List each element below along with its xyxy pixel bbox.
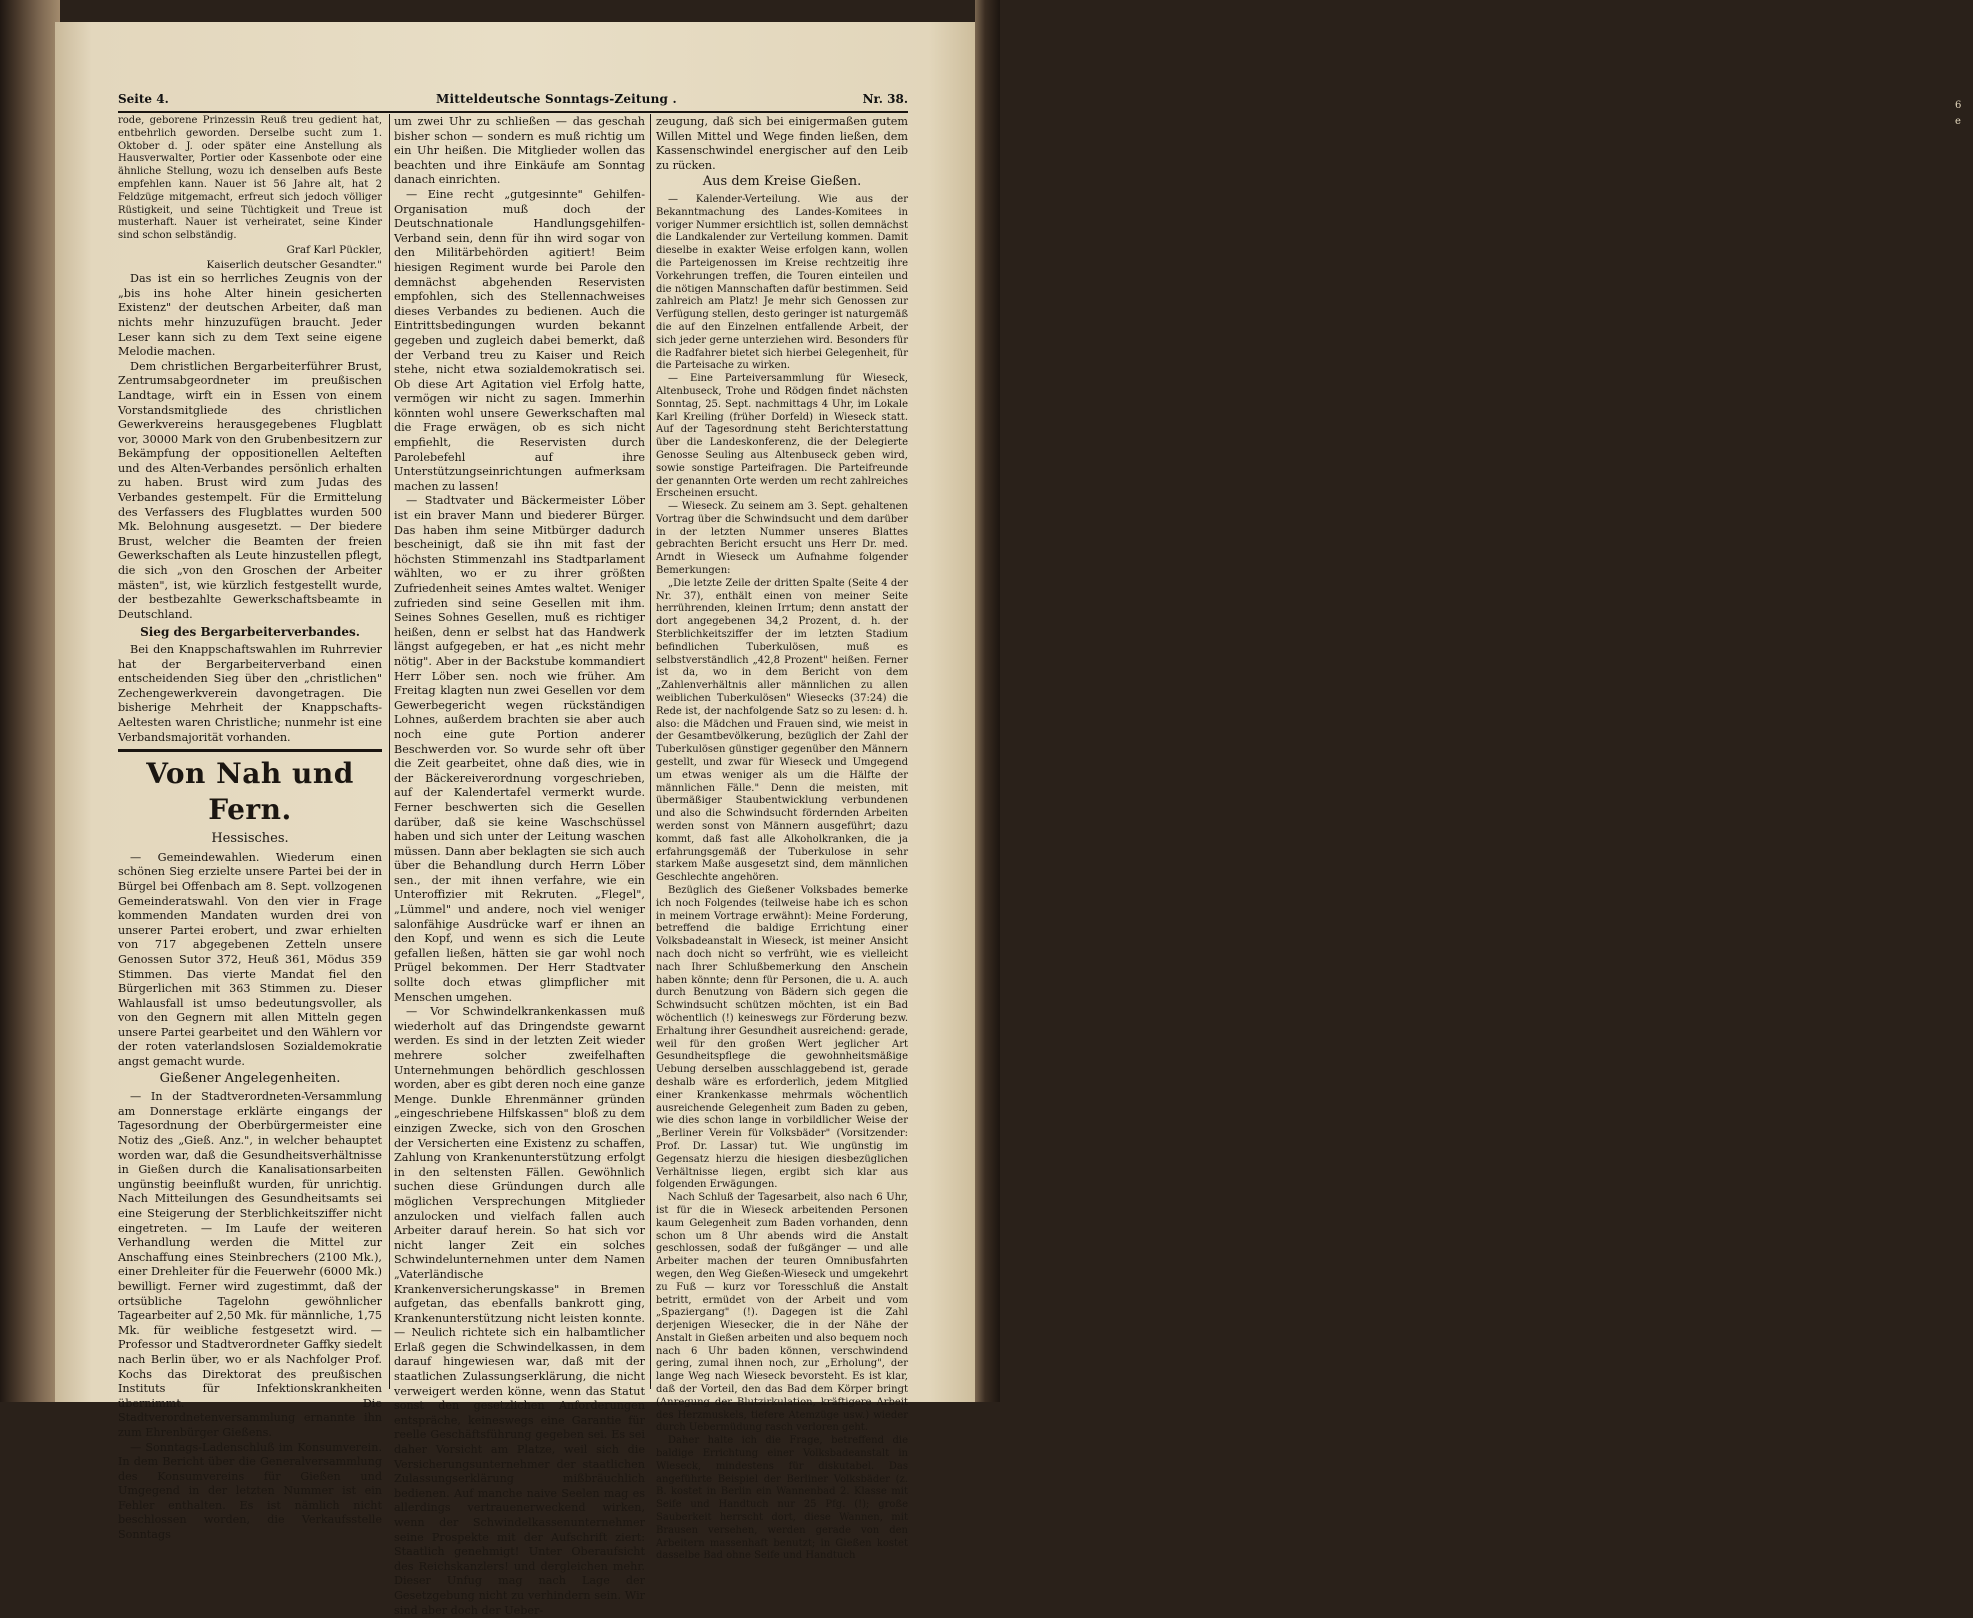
column-divider-1 bbox=[389, 114, 390, 1389]
article-parteiversammlung: — Eine Parteiversammlung für Wieseck, Altenbuseck, Trohe und Rödgen findet nächsten Sonntag, 25. Sept. nachmittags 4 Uhr, im Lokale Karl Kreiling (früher Dorfeld) in Wieseck statt. Auf der Tagesordnung steht Berichterstattung über die Landeskonferenz, die der Delegierte Genosse Seuling aus Altenbuseck geben wird, sowie sonstige Parteifragen. Die Parteifreunde der genannten Orte werden um recht zahlreiches Erscheinen ersucht. bbox=[656, 373, 908, 500]
section-kreis-giessen: Aus dem Kreise Gießen. bbox=[702, 174, 862, 190]
book-edge-right bbox=[975, 0, 1962, 1402]
article-letter-2: Bezüglich des Gießener Volksbades bemerke ich noch Folgendes (teilweise habe ich es schon in meinem Vortrage erwähnt): Meine Forderung, betreffend die baldige Errichtung einer Volksbadeanstalt in Wieseck, ist meiner Ansicht nach doch nicht so verfrüht, wie es vielleicht nach Ihrer Schlußbemerkung den Anschein haben könnte; denn für Personen, die u. A. auch durch Benutzung von Bädern sich gegen die Schwindsucht schützen möchten, ist ein Bad wöchentlich (!) keineswegs zur Förderung bezw. Erhaltung ihrer Gesundheit ausreichend: gerade, weil für den großen Wert jeglicher Art Gesundheitspflege die gewohnheitsmäßige Uebung derselben ausschlaggebend ist, gerade deshalb wäre es erforderlich, jedem Mitglied einer Krankenkasse mehrmals wöchentlich ausreichende Gelegenheit zum Baden zu geben, wie dies schon lange in vorbildlicher Weise der „Berliner Verein für Volksbäder" (Vorsitzender: Prof. Dr. Lassar) tut. Wie ungünstig im Gegensatz hierzu die hiesigen diesbezüglichen Verhältnisse liegen, ergibt sich klar aus folgenden Erwägungen. bbox=[656, 885, 908, 1191]
article-letter-3: Nach Schluß der Tagesarbeit, also nach 6 Uhr, ist für die in Wieseck arbeitenden Personen kaum Gelegenheit zum Baden vorhanden, denn schon um 8 Uhr abends wird die Anstalt geschlossen, sodaß der fußgänger — und alle Arbeiter machen der teuren Omnibusfahrten wegen, den Weg Gießen-Wieseck und umgekehrt zu Fuß — kurz vor Toresschluß die Anstalt betritt, ermüdet von der Arbeit und vom „Spaziergang" (!). Dagegen ist die Zahl derjenigen Wiesecker, die in der Nähe der Anstalt in Gießen arbeiten und also bequem noch nach 6 Uhr baden können, verschwindend gering, zumal ihnen noch, zur „Erholung", der lange Weg nach Wieseck bevorsteht. Es ist klar, daß der Vorteil, den das Bad dem Körper bringt (Anregung der Blutzirkulation, kräftigere Arbeit des Herzmuskels, tiefere Atemzüge usw.) wieder durch Uebermüdung rasch verloren geht. bbox=[656, 1192, 908, 1434]
article-schwindelkassen: — Vor Schwindelkrankenkassen muß wiederholt auf das Dringendste gewarnt werden. Es sind in der letzten Zeit wieder mehrere solcher zweifelhaften Unternehmungen behördlich geschlossen worden, aber es gibt deren noch eine ganze Menge. Dunkle Ehrenmänner gründen „eingeschriebene Hilfskassen" bloß zu dem einzigen Zwecke, sich von den Groschen der Versicherten eine Existenz zu schaffen, Zahlung von Krankenunterstützung erfolgt in den seltensten Fällen. Gewöhnlich suchen diese Gründungen durch alle möglichen Versprechungen Mitglieder anzulocken und vielfach fallen auch Arbeiter darauf herein. So hat sich vor nicht langer Zeit ein solches Schwindelunternehmen unter dem Namen „Vaterländische Krankenversicherungskasse" in Bremen aufgetan, das ebenfalls bankrott ging, Krankenunterstützung nicht leisten konnte. — Neulich richtete sich ein halbamtlicher Erlaß gegen die Schwindelkassen, in dem darauf hingewiesen war, daß mit der staatlichen Zulassungserklärung, die nicht verweigert werden könne, wenn das Statut sonst den gesetzlichen Anforderungen entspräche, keineswegs eine Garantie für reelle Geschäftsführung gegeben sei. Es sei daher Vorsicht am Platze, weil sich die Versicherungsunternehmer der staatlichen Zulassungserklärung mißbräuchlich bedienen. Auf manche naive Seelen mag es allerdings vertrauenerweckend wirken, wenn der Schwindelkassenunternehmer seine Prospekte mit der Aufschrift ziert: Staatlich genehmigt! Unter Oberaufsicht des Reichskanzlers! und dergleichen mehr. Dieser Unfug mag nach Lage der Gesetzgebung nicht zu verhindern sein. Wir sind aber doch der Ueber- bbox=[394, 1005, 645, 1617]
issue-number: Nr. 38. bbox=[862, 92, 908, 106]
column-divider-2 bbox=[650, 114, 651, 1389]
signature-name: Graf Karl Pückler, bbox=[286, 243, 382, 256]
article-continuation: um zwei Uhr zu schließen — das geschah bisher schon — sondern es muß richtig um ein Uhr heißen. Die Mitglieder wollen das beachten und ihre Einkäufe am Sonntag danach einrichten. bbox=[394, 115, 645, 187]
edge-fragment-2: e bbox=[1955, 116, 1961, 127]
article-gehilfen: — Eine recht „gutgesinnte" Gehilfen-Organisation muß doch der Deutschnationale Handlungsgehilfen-Verband sein, denn für ihn wird sogar von den Militärbehörden agitiert! Beim hiesigen Regiment wurde bei Parole den demnächst abgehenden Reservisten empfohlen, sich des Stellennachweises dieses Verbandes zu bedienen. Auch die Eintrittsbedingungen wurden bekannt gegeben und zugleich dabei bemerkt, daß der Verband treu zu Kaiser und Reich stehe, nicht etwa sozialdemokratisch sei. Ob diese Art Agitation viel Erfolg hatte, vermögen wir nicht zu sagen. Immerhin könnten wohl unsere Gewerkschaften mal die Frage erwägen, ob es sich nicht empfiehlt, die Reservisten durch Parolebefehl auf ihre Unterstützungseinrichtungen aufmerksam machen zu lassen! bbox=[394, 187, 645, 493]
page-header bbox=[118, 92, 908, 110]
article-stadtverordneten: — In der Stadtverordneten-Versammlung am Donnerstage erklärte eingangs der Tagesordnung der Oberbürgermeister eine Notiz des „Gieß. Anz.", in welcher behauptet worden war, daß die Gesundheitsverhältnisse in Gießen durch die Kanalisationsarbeiten ungünstig beeinflußt wurden, für unrichtig. Nach Mitteilungen des Gesundheitsamts sei eine Steigerung der Sterblichkeitsziffer nicht eingetreten. — Im Laufe der weiteren Verhandlung werden die Mittel zur Anschaffung eines Steinbrechers (2100 Mk.), einer Drehleiter für die Feuerwehr (6000 Mk.) bewilligt. Ferner wird zugestimmt, daß der ortsübliche Tagelohn gewöhnlicher Tagearbeiter auf 2,50 Mk. für männliche, 1,75 Mk. für weibliche festgesetzt wird. — Professor und Stadtverordneter Gaffky siedelt nach Berlin über, wo er als Nachfolger Prof. Kochs das Direktorat des preußischen Instituts für Infektionskrankheiten übernimmt. Die Stadtverordnetenversammlung ernannte ihn zum Ehrenbürger Gießens. bbox=[118, 1090, 382, 1439]
article-paragraph: Das ist ein so herrliches Zeugnis von der „bis ins hohe Alter hinein gesicherten Existenz" der deutschen Arbeiter, daß man nichts mehr hinzuzufügen braucht. Jeder Leser kann sich zu dem Text seine eigene Melodie machen. bbox=[118, 272, 382, 359]
testimonial-text: rode, geborene Prinzessin Reuß treu gedient hat, entbehrlich geworden. Derselbe sucht zum 1. Oktober d. J. oder später eine Anstellung als Hausverwalter, Portier oder Kassenbote oder eine ähnliche Stellung, wozu ich denselben aufs Beste empfehlen kann. Nauer ist 56 Jahre alt, hat 2 Feldzüge mitgemacht, erfreut sich jedoch völliger Rüstigkeit, und seine Tüchtigkeit und Treue ist musterhaft. Nauer ist verheiratet, seine Kinder sind schon selbständig. bbox=[118, 115, 382, 242]
subsection-title: Hessisches. bbox=[211, 831, 289, 847]
book-binding-left bbox=[0, 0, 60, 1402]
header-rule bbox=[118, 111, 908, 113]
column-3 bbox=[656, 115, 908, 1562]
article-baeckermeister: — Stadtvater und Bäckermeister Löber ist ein braver Mann und biederer Bürger. Das haben ihm seine Mitbürger dadurch bescheinigt, daß sie ihn mit fast der höchsten Stimmenzahl ins Stadtparlament wählten, wo er zu ihrer größten Zufriedenheit seines Amtes waltet. Weniger zufrieden sind seine Gesellen mit ihm. Seines Sohnes Gesellen, muß es richtiger heißen, denn er selbst hat das Handwerk längst aufgegeben, er hat „es nicht mehr nötig". Aber in der Backstube kommandiert Herr Löber sen. noch wie früher. Am Freitag klagten nun zwei Gesellen vor dem Gewerbegericht wegen rückständigen Lohnes, außerdem brachten sie aber auch noch eine gute Portion anderer Beschwerden vor. So wurde sehr oft über die Zeit gearbeitet, ohne daß dies, wie in der Bäckereiverordnung vorgeschrieben, auf der Kalendertafel vermerkt wurde. Ferner beschwerten sich die Gesellen darüber, daß sie keine Waschschüssel haben und sich unter der Leitung waschen müssen. Dann aber beklagten sie sich auch über die Behandlung durch Herrn Löber sen., der mit ihnen verfahre, wie ein Unteroffizier mit Rekruten. „Flegel", „Lümmel" und andere, noch viel weniger salonfähige Ausdrücke warf er ihnen an den Kopf, und wenn es sich die Leute gefallen ließen, hätten sie gar wohl noch Prügel bekommen. Der Herr Stadtvater sollte doch etwas glimpflicher mit Menschen umgehen. bbox=[394, 494, 645, 1004]
article-gemeindewahlen: — Gemeindewahlen. Wiederum einen schönen Sieg erzielte unsere Partei bei der in Bürgel bei Offenbach am 8. Sept. vollzogenen Gemeinderatswahl. Von den vier in Frage kommenden Mandaten wurden drei von unserer Partei erobert, und zwar erhielten von 717 abgegebenen Zetteln unsere Genossen Sutor 372, Heuß 361, Mödus 359 Stimmen. Das vierte Mandat fiel den Bürgerlichen mit 363 Stimmen zu. Dieser Wahlausfall ist umso bedeutungsvoller, als von den Gegnern mit allen Mitteln gegen unsere Partei gearbeitet und den Wählern vor der roten vaterlandslosen Sozialdemokratie angst gemacht wurde. bbox=[118, 850, 382, 1069]
signature-title: Kaiserlich deutscher Gesandter." bbox=[206, 258, 382, 271]
article-brust: Dem christlichen Bergarbeiterführer Brust, Zentrumsabgeordneter im preußischen Landtage, wirft ein in Essen von einem Vorstandsmitgliede des christlichen Gewerkvereins herausgegebenes Flugblatt vor, 30000 Mark von den Grubenbesitzern zur Bekämpfung der oppositionellen Aelteften und des Alten-Verbandes persönlich erhalten zu haben. Brust wird zum Judas des Verbandes gestempelt. Für die Ermittelung des Verfassers des Flugblattes wurden 500 Mk. Belohnung ausgesetzt. — Der biedere Brust, welcher die Beamten der freien Gewerkschaften als Leute hinzustellen pflegt, die sich „von den Groschen der Arbeiter mästen", ist, wie kürzlich festgestellt wurde, der bestbezahlte Gewerkschaftsbeamte in Deutschland. bbox=[118, 359, 382, 621]
page-number: Seite 4. bbox=[118, 92, 169, 106]
article-letter-4: Daher halte ich die Frage, betreffend die baldige Errichtung einer Volksbadeanstalt in Wieseck, mindestens für diskutabel. Das angeführte Beispiel der Berliner Volksbäder (z. B. kostet in Berlin ein Wannenbad 2. Klasse mit Seife und Handtuch nur 25 Pfg. (!); große Sauberkeit herrscht dort, diese Wannen, mit Brausen versehen, werden gerade von den Arbeitern massenhaft benutzt; in Gießen kostet dasselbe Bad ohne Seife und Handtuch bbox=[656, 1435, 908, 1562]
article-kalender: — Kalender-Verteilung. Wie aus der Bekanntmachung des Landes-Komitees in voriger Nummer ersichtlich ist, sollen demnächst die Landkalender zur Verteilung kommen. Damit dieselbe in exakter Weise erfolgen kann, wollen die Parteigenossen im Kreise rechtzeitig ihre Vorkehrungen treffen, die Touren einteilen und die nötigen Mannschaften dafür bestimmen. Seid zahlreich am Platz! Je mehr sich Genossen zur Verfügung stellen, desto geringer ist naturgemäß die auf den Einzelnen entfallende Arbeit, der sich jeder gerne unterziehen wird. Besonders für die Radfahrer bietet sich hierbei Gelegenheit, für die Parteisache zu wirken. bbox=[656, 193, 908, 372]
column-1 bbox=[118, 115, 382, 1542]
article-ladenschluss: — Sonntags-Ladenschluß im Konsumverein. In dem Bericht über die Generalversammlung des Konsumvereins für Gießen und Umgegend in der letzten Nummer ist ein Fehler enthalten. Es ist nämlich nicht beschlossen worden, die Verkaufsstelle Sonntags bbox=[118, 1440, 382, 1542]
article-continuation-2: zeugung, daß sich bei einigermaßen gutem Willen Mittel und Wege finden ließen, dem Kassenschwindel energischer auf den Leib zu rücken. bbox=[656, 115, 908, 172]
newspaper-title: Mitteldeutsche Sonntags-Zeitung . bbox=[436, 92, 677, 106]
column-2 bbox=[394, 115, 645, 1617]
article-knappschaft: Bei den Knappschaftswahlen im Ruhrrevier hat der Bergarbeiterverband einen entscheidenden Sieg über den „christlichen" Zechengewerkverein davongetragen. Die bisherige Mehrheit der Knappschafts-Aeltesten waren Christliche; nunmehr ist eine Verbandsmajorität vorhanden. bbox=[118, 643, 382, 744]
article-wieseck: — Wieseck. Zu seinem am 3. Sept. gehaltenen Vortrag über die Schwindsucht und dem darüber in der letzten Nummer unseres Blattes gebrachten Bericht ersucht uns Herr Dr. med. Arndt in Wieseck um Aufnahme folgender Bemerkungen: bbox=[656, 501, 908, 577]
article-heading: Sieg des Bergarbeiterverbandes. bbox=[140, 625, 360, 640]
edge-fragment-1: 6 bbox=[1955, 100, 1962, 111]
section-title: Von Nah und Fern. bbox=[146, 757, 354, 827]
article-letter-1: „Die letzte Zeile der dritten Spalte (Seite 4 der Nr. 37), enthält einen von meiner Seite herrührenden, kleinen Irrtum; denn anstatt der dort angegebenen 34,2 Prozent, d. h. der Sterblichkeitsziffer der im letzten Stadium befindlichen Tuberkulösen, muß es selbstverständlich „42,8 Prozent" heißen. Ferner ist da, wo in dem Bericht von dem „Zahlenverhältnis aller männlichen zu allen weiblichen Tuberkulösen" Wiesecks (37:24) die Rede ist, der nachfolgende Satz so zu lesen: d. h. also: die Mädchen und Frauen sind, wie meist in der Gesamtbevölkerung, bezüglich der Zahl der Tuberkulösen günstiger gegenüber den Männern gestellt, und zwar für Wieseck und Umgegend um etwas weniger als um die Hälfte der männlichen Fälle." Denn die meisten, mit übermäßiger Staubentwicklung verbundenen und also die Schwindsucht fördernden Arbeiten werden sonst von Männern ausgeführt; dazu kommt, daß fast alle Alkoholkranken, die ja erfahrungsgemäß der Tuberkulose in sehr starkem Maße ausgesetzt sind, dem männlichen Geschlechte angehören. bbox=[656, 577, 908, 884]
section-rule bbox=[118, 749, 382, 752]
subsection-title-2: Gießener Angelegenheiten. bbox=[159, 1070, 341, 1086]
